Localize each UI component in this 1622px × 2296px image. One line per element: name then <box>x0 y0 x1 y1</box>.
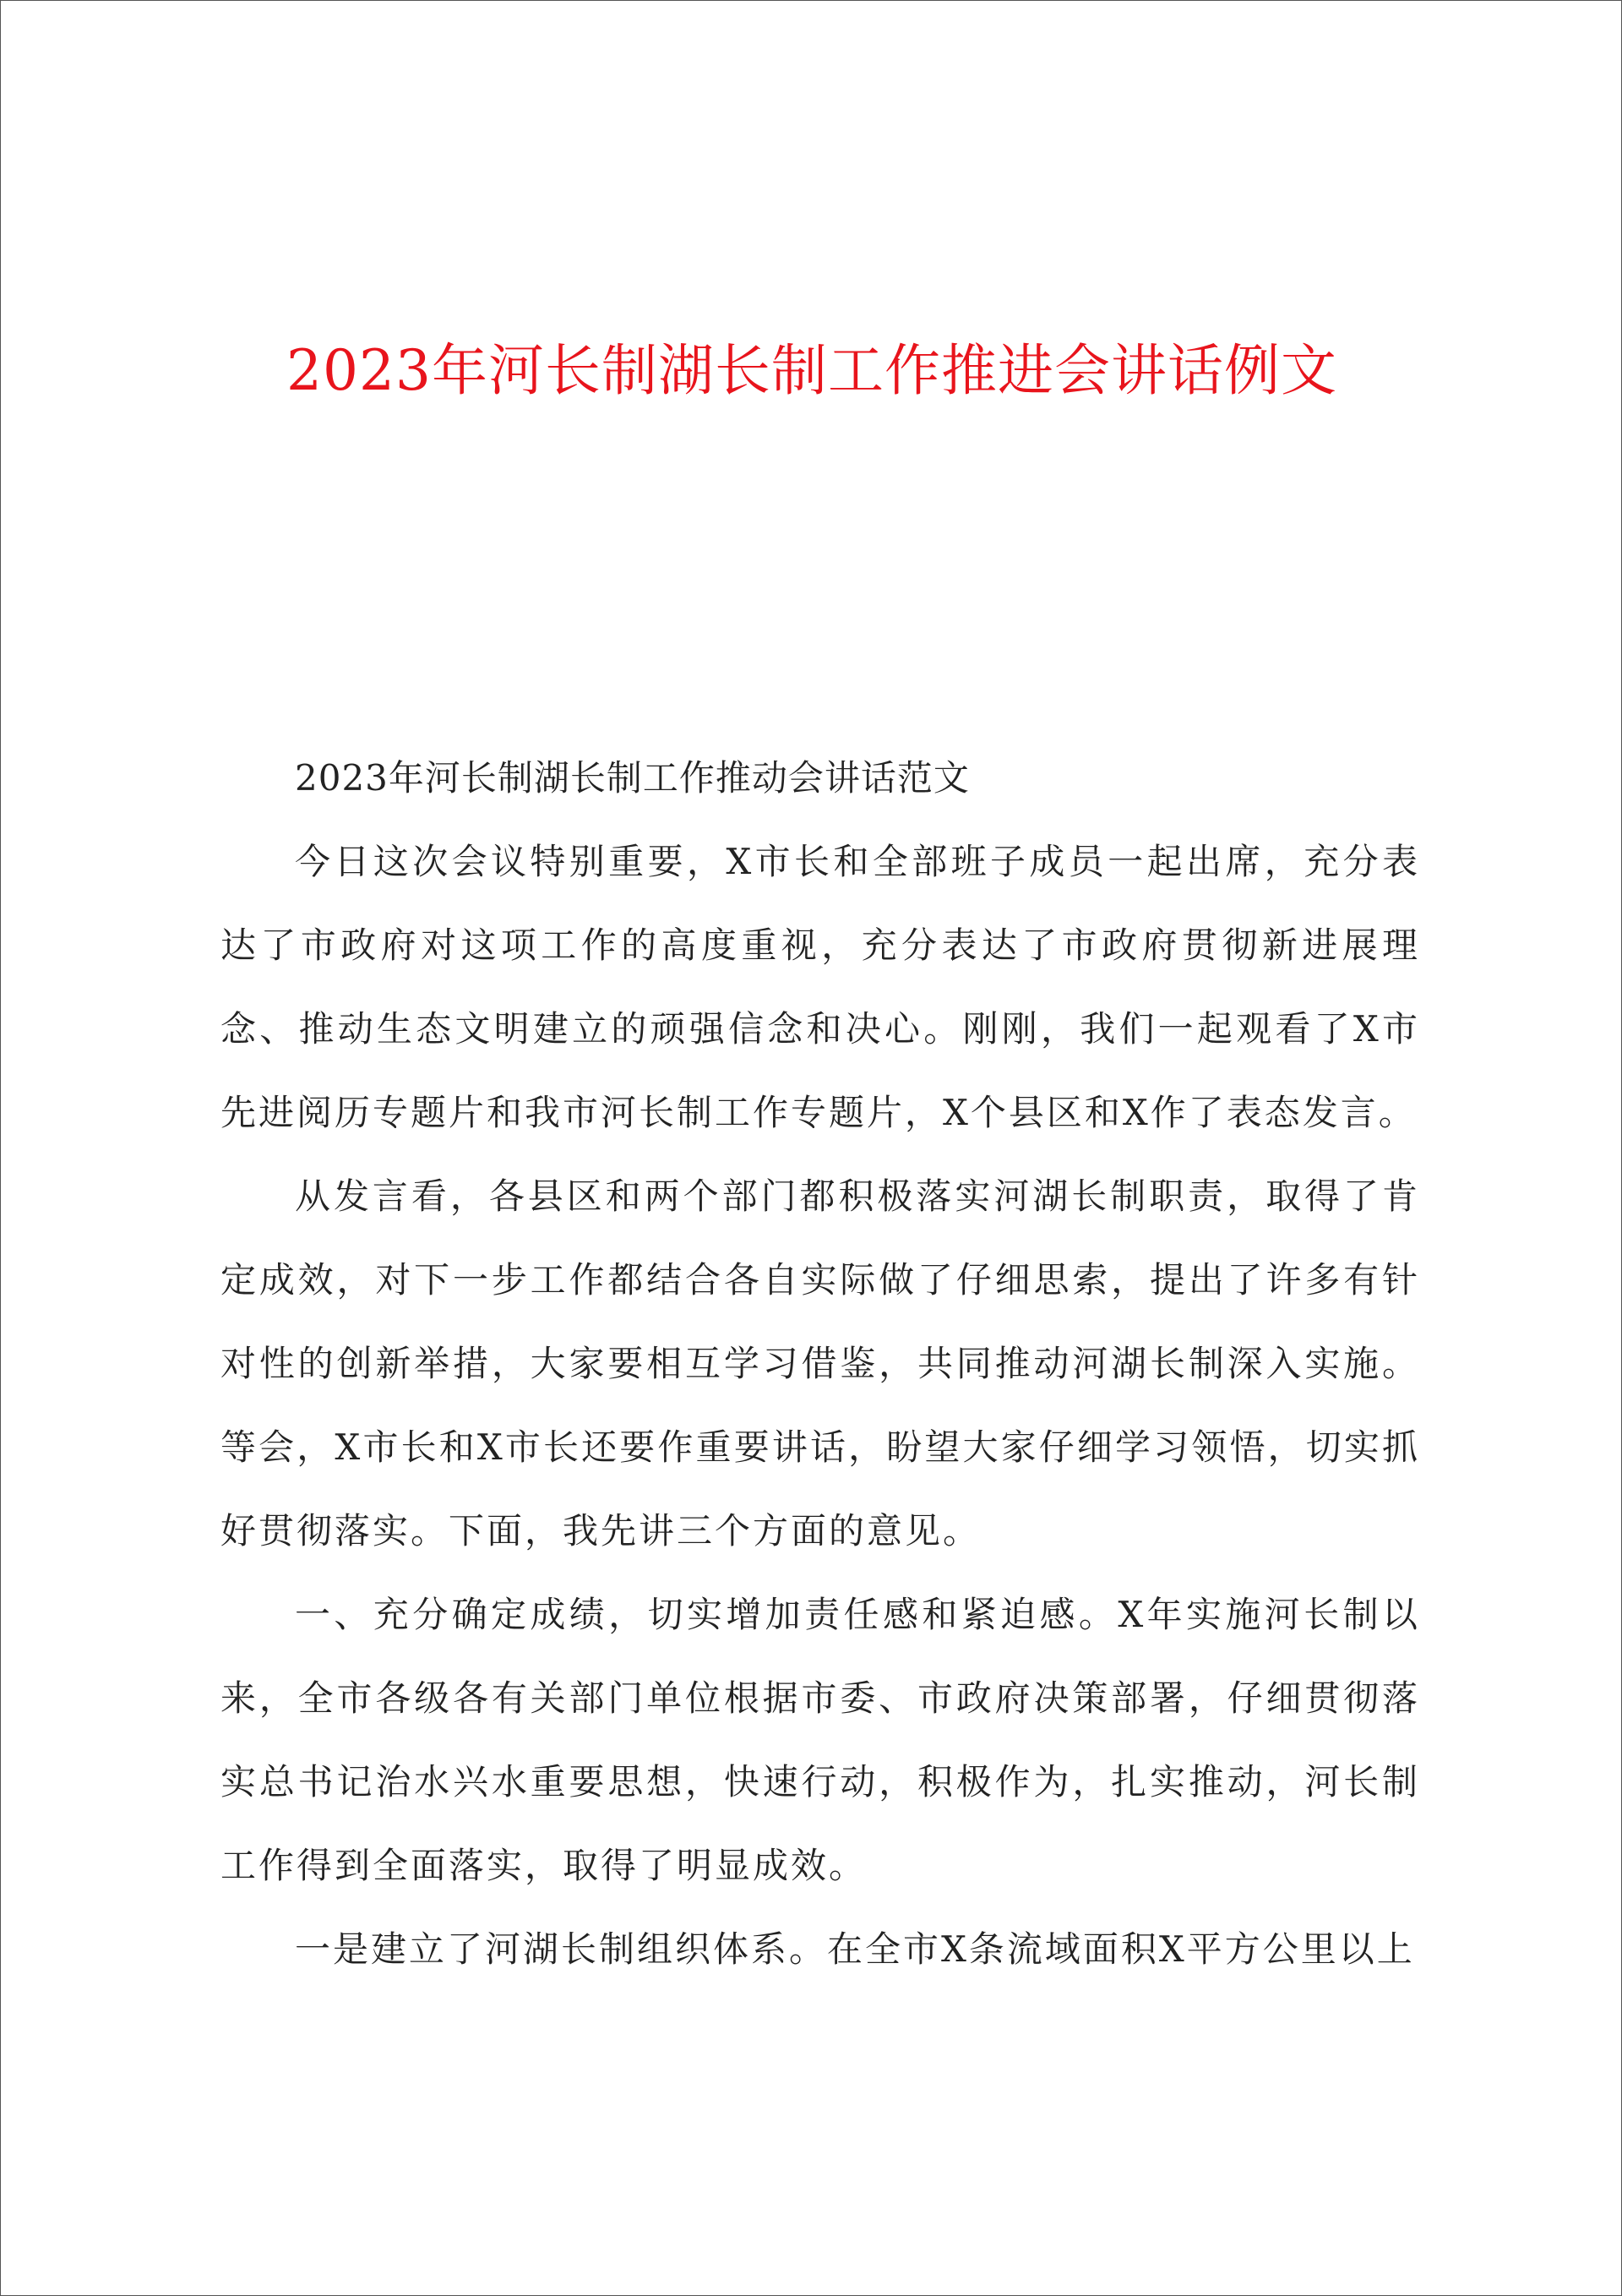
body-paragraph: 今日这次会议特别重要，X市长和全部班子成员一起出席，充分表达了市政府对这项工作的高度重视，充分表达了市政府贯彻新进展理念、推动生态文明建立的顽强信念和决心。刚刚，我们一起观看了X市先进阅历专题片和我市河长制工作专题片，X个县区和X作了表态发言。 <box>220 841 1420 1133</box>
subtitle-paragraph: 2023年河长制湖长制工作推动会讲话范文 <box>295 757 970 799</box>
document-title: 2023年河长制湖长制工作推进会讲话例文 <box>286 338 1337 403</box>
body-paragraph: 从发言看，各县区和两个部门都积极落实河湖长制职责，取得了肯定成效，对下一步工作都结合各自实际做了仔细思索，提出了许多有针对性的创新举措，大家要相互学习借鉴，共同推动河湖长制深入实施。等会，X市长和X市长还要作重要讲话，盼望大家仔细学习领悟，切实抓好贯彻落实。下面，我先讲三个方面的意见。 <box>220 1175 1420 1552</box>
body-paragraph: 一、充分确定成绩，切实增加责任感和紧迫感。X年实施河长制以来，全市各级各有关部门单位根据市委、市政府决策部署，仔细贯彻落实总书记治水兴水重要思想，快速行动，积极作为，扎实推动，河长制工作得到全面落实，取得了明显成效。 <box>220 1594 1420 1886</box>
document-body <box>220 736 1420 1991</box>
body-paragraph: 一是建立了河湖长制组织体系。在全市X条流域面积X平方公里以上 <box>295 1928 1415 1970</box>
